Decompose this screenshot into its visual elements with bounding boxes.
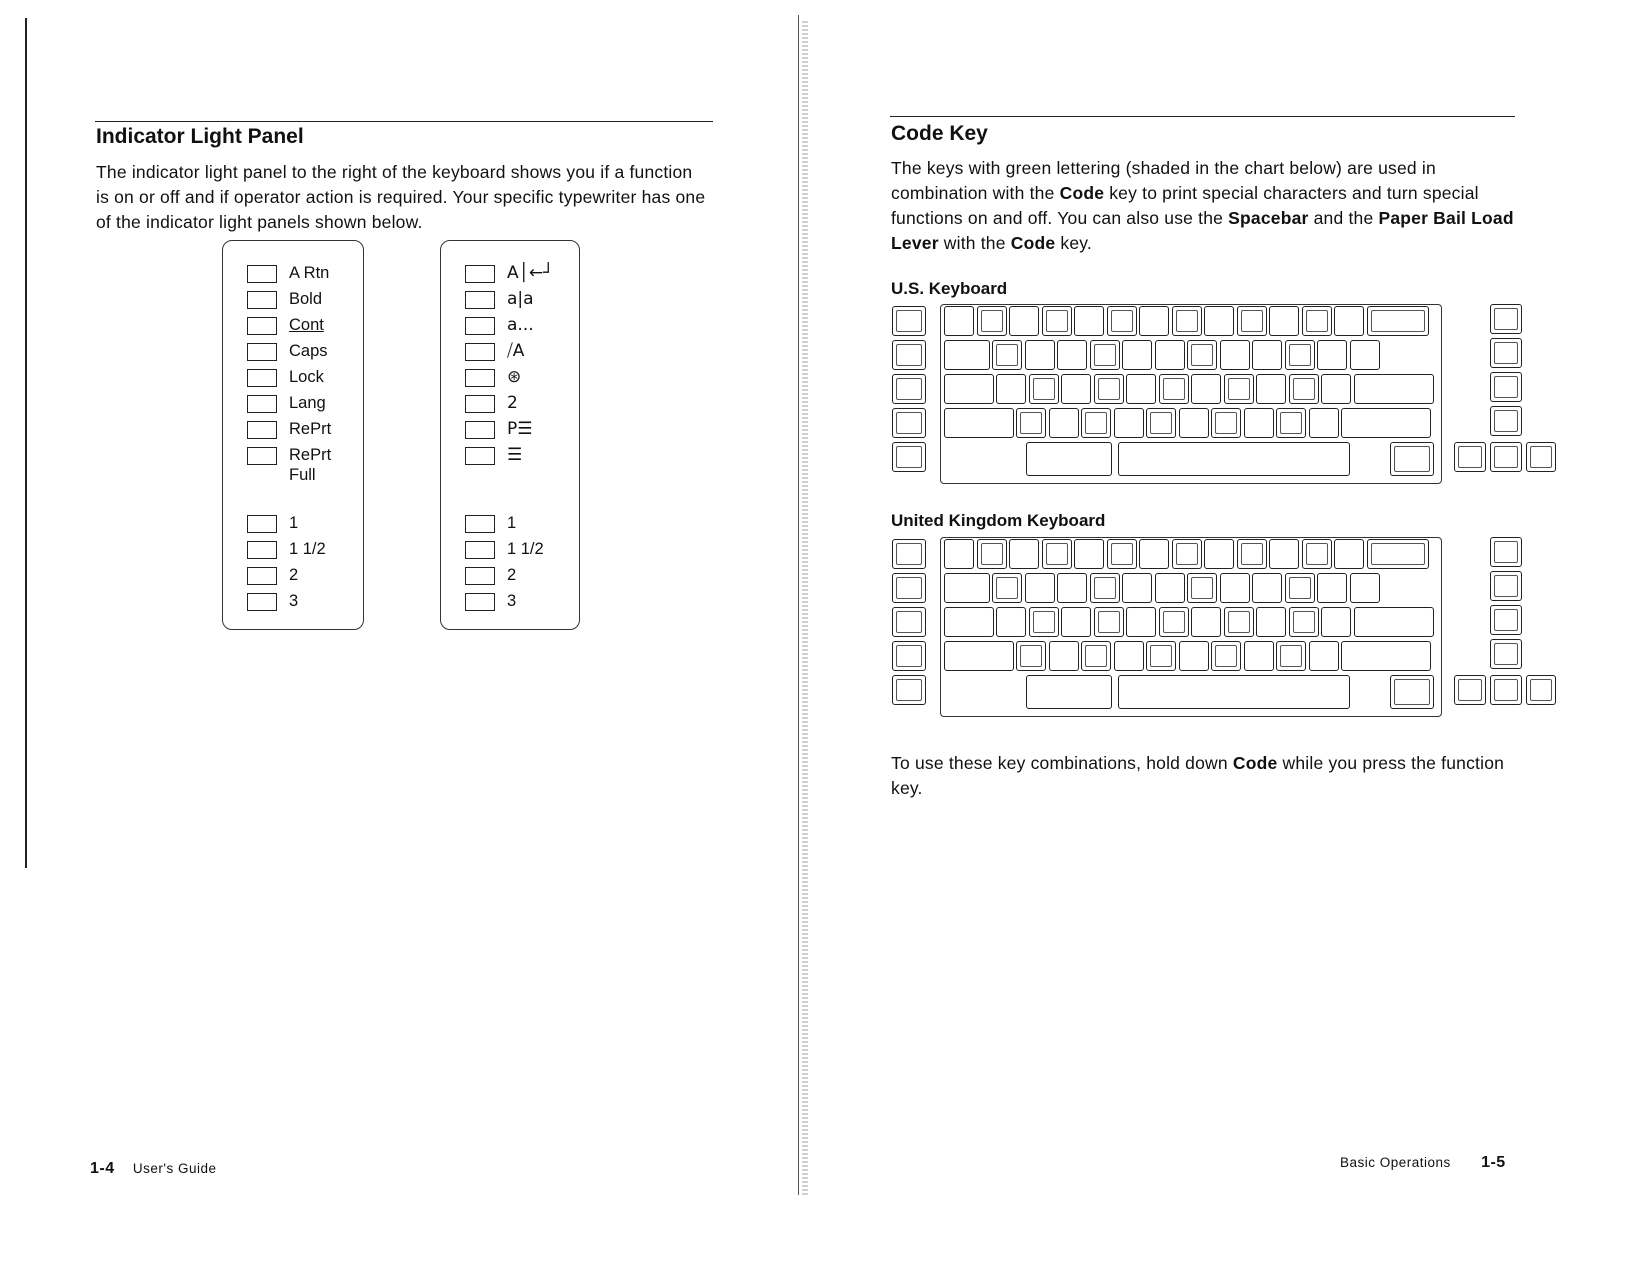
right-function-key <box>1490 605 1522 635</box>
panel_b-indicator-row <box>465 445 522 467</box>
keyboard-key <box>1211 408 1241 438</box>
keyboard-key <box>1122 340 1152 370</box>
indicator-light <box>465 567 495 585</box>
spacing-label: 1 1/2 <box>289 540 326 558</box>
keyboard-key <box>1334 306 1364 336</box>
panel_a-indicator-row <box>247 263 329 285</box>
indicator-light <box>247 317 277 335</box>
indicator-light <box>247 593 277 611</box>
panel_a-spacing-row <box>247 565 298 587</box>
keyboard-key <box>1155 340 1185 370</box>
left-function-key <box>892 442 926 472</box>
keyboard-key <box>1025 340 1055 370</box>
left-function-key <box>892 573 926 603</box>
keyboard-key <box>1224 607 1254 637</box>
right-section-title: Code Key <box>891 122 988 145</box>
keyboard-key <box>1252 573 1282 603</box>
keyboard-key <box>1139 539 1169 569</box>
word-left-key <box>1454 675 1486 705</box>
indicator-light <box>247 447 277 465</box>
keyboard-key <box>944 306 974 336</box>
keyboard-key <box>1179 641 1209 671</box>
right-function-key <box>1490 372 1522 402</box>
indicator-light <box>247 343 277 361</box>
right-function-key <box>1490 406 1522 436</box>
left-function-key <box>892 340 926 370</box>
keyboard-key <box>1029 607 1059 637</box>
indicator-panel-b <box>440 240 580 630</box>
code-key <box>1026 675 1112 709</box>
keyboard-key <box>1029 374 1059 404</box>
usage-paragraph: To use these key combinations, hold down Code while you press the function key. <box>891 753 1505 798</box>
left-page-number: 1-4 <box>90 1160 115 1177</box>
keyboard-key <box>1244 641 1274 671</box>
indicator-label: ⧸A <box>507 341 525 361</box>
indicator-label: Bold <box>289 290 323 308</box>
keyboard-key <box>1107 539 1137 569</box>
keyboard-key <box>1146 641 1176 671</box>
keyboard-key <box>992 573 1022 603</box>
panel_b-indicator-row <box>465 367 521 389</box>
keyboard-key <box>977 306 1007 336</box>
keyboard-key <box>1126 607 1156 637</box>
keyboard-key <box>1090 340 1120 370</box>
indicator-panel-a <box>222 240 364 630</box>
keyboard-key <box>1237 539 1267 569</box>
keyboard-key <box>1081 408 1111 438</box>
indicator-label: a... <box>507 315 534 335</box>
left-title-rule <box>95 121 713 122</box>
word-delete-key <box>1390 442 1434 476</box>
keyboard-key <box>1094 607 1124 637</box>
left-function-key <box>892 607 926 637</box>
line-down-key <box>1490 442 1522 472</box>
keyboard-key <box>1289 374 1319 404</box>
keyboard-key <box>1289 607 1319 637</box>
indicator-light <box>465 421 495 439</box>
lock-key <box>944 607 994 637</box>
keyboard-key <box>992 340 1022 370</box>
keyboard-key <box>1122 573 1152 603</box>
keyboard-key <box>1276 408 1306 438</box>
keyboard-key <box>1074 539 1104 569</box>
keyboard-key <box>1061 607 1091 637</box>
keyboard-key <box>1285 573 1315 603</box>
word-right-key <box>1526 675 1556 705</box>
tab-key <box>944 573 990 603</box>
indicator-label: A Rtn <box>289 264 330 282</box>
carrier-return-key <box>1354 607 1434 637</box>
keyboard-key <box>1191 374 1221 404</box>
left-paragraph: The indicator light panel to the right of the keyboard shows you if a function is on or off and if operator action is required. Your specific typewriter has one of the indicator light panels shown below. <box>96 162 706 232</box>
panel_a-spacing-row <box>247 591 298 613</box>
keyboard-key <box>1204 306 1234 336</box>
indicator-label: a|a <box>507 289 534 309</box>
word-left-key <box>1454 442 1486 472</box>
indicator-label: ☰ <box>507 445 523 465</box>
indicator-label: P☰ <box>507 419 533 439</box>
indicator-light <box>247 369 277 387</box>
keyboard-key <box>1179 408 1209 438</box>
shift-key <box>1341 641 1431 671</box>
left-function-key <box>892 374 926 404</box>
spacing-label: 1 <box>507 514 517 532</box>
keyboard-key <box>1204 539 1234 569</box>
panel_b-spacing-row <box>465 539 544 561</box>
panel_a-indicator-row <box>247 289 322 311</box>
indicator-label: Caps <box>289 342 328 360</box>
right-function-key <box>1490 304 1522 334</box>
backspace-key <box>1367 306 1429 336</box>
keyboard-key <box>1009 539 1039 569</box>
keyboard-key <box>1187 340 1217 370</box>
panel_b-indicator-row <box>465 315 534 337</box>
right-function-key <box>1490 537 1522 567</box>
us-keyboard-title: U.S. Keyboard <box>891 279 1008 298</box>
spacing-label: 1 1/2 <box>507 540 544 558</box>
uk-keyboard-diagram <box>890 535 1558 715</box>
keyboard-key <box>1126 374 1156 404</box>
keyboard-key <box>1211 641 1241 671</box>
keyboard-key <box>1302 306 1332 336</box>
right-footer <box>1340 1154 1506 1172</box>
right-function-key <box>1490 338 1522 368</box>
keyboard-key <box>1285 340 1315 370</box>
gutter-line <box>798 15 799 1195</box>
keyboard-key <box>1094 374 1124 404</box>
indicator-label: A│←┘ <box>507 263 554 283</box>
gutter-shadow <box>802 20 808 1195</box>
keyboard-key <box>1191 607 1221 637</box>
keyboard-key <box>1139 306 1169 336</box>
indicator-light <box>247 541 277 559</box>
left-function-key <box>892 408 926 438</box>
panel_b-spacing-row <box>465 565 516 587</box>
spacing-label: 3 <box>289 592 299 610</box>
keyboard-key <box>1057 340 1087 370</box>
indicator-light <box>247 421 277 439</box>
indicator-light <box>465 291 495 309</box>
panel_b-indicator-row <box>465 263 553 285</box>
tab-key <box>944 340 990 370</box>
keyboard-key <box>1146 408 1176 438</box>
us-keyboard-diagram <box>890 302 1558 482</box>
keyboard-key <box>1025 573 1055 603</box>
keyboard-key <box>1350 573 1380 603</box>
left-function-key <box>892 539 926 569</box>
panel_a-spacing-row <box>247 539 326 561</box>
lock-key <box>944 374 994 404</box>
indicator-label: 2 <box>507 393 518 413</box>
keyboard-key <box>1016 641 1046 671</box>
keyboard-key <box>1220 573 1250 603</box>
indicator-light <box>465 541 495 559</box>
keyboard-key <box>1081 641 1111 671</box>
left-function-key <box>892 675 926 705</box>
keyboard-key <box>1256 374 1286 404</box>
keyboard-key <box>1269 539 1299 569</box>
right-function-key <box>1490 639 1522 669</box>
shift-key <box>1341 408 1431 438</box>
keyboard-key <box>1114 408 1144 438</box>
indicator-label: Lang <box>289 394 326 412</box>
panel_a-indicator-row <box>247 445 332 484</box>
keyboard-key <box>1244 408 1274 438</box>
keyboard-key <box>1321 607 1351 637</box>
panel_a-indicator-row <box>247 367 324 389</box>
keyboard-key <box>1334 539 1364 569</box>
keyboard-key <box>1276 641 1306 671</box>
left-footer <box>90 1160 217 1178</box>
keyboard-key <box>1114 641 1144 671</box>
shift-key <box>944 408 1014 438</box>
keyboard-key <box>1237 306 1267 336</box>
indicator-light <box>465 369 495 387</box>
keyboard-key <box>1309 408 1339 438</box>
code-key <box>1026 442 1112 476</box>
line-down-key <box>1490 675 1522 705</box>
keyboard-key <box>1159 374 1189 404</box>
left-margin-bar <box>25 18 27 868</box>
indicator-light <box>247 291 277 309</box>
keyboard-key <box>1049 408 1079 438</box>
panel_a-indicator-row <box>247 341 328 363</box>
right-page-number: 1-5 <box>1481 1154 1506 1171</box>
keyboard-key <box>1042 306 1072 336</box>
panel_b-spacing-row <box>465 591 516 613</box>
uk-keyboard-title: United Kingdom Keyboard <box>891 511 1106 530</box>
backspace-key <box>1367 539 1429 569</box>
keyboard-key <box>1061 374 1091 404</box>
panel_b-spacing-row <box>465 513 516 535</box>
word-right-key <box>1526 442 1556 472</box>
spacebar-key <box>1118 675 1350 709</box>
keyboard-key <box>1317 340 1347 370</box>
panel_a-indicator-row <box>247 393 326 415</box>
indicator-light <box>465 447 495 465</box>
keyboard-key <box>1057 573 1087 603</box>
keyboard-key <box>996 607 1026 637</box>
keyboard-key <box>1350 340 1380 370</box>
keyboard-key <box>1016 408 1046 438</box>
keyboard-key <box>1155 573 1185 603</box>
spacing-label: 1 <box>289 514 299 532</box>
keyboard-key <box>1309 641 1339 671</box>
keyboard-key <box>977 539 1007 569</box>
indicator-light <box>247 515 277 533</box>
keyboard-key <box>1172 306 1202 336</box>
panel_b-indicator-row <box>465 419 533 441</box>
indicator-light <box>465 265 495 283</box>
indicator-label: RePrt <box>289 420 332 438</box>
keyboard-key <box>1107 306 1137 336</box>
keyboard-key <box>1074 306 1104 336</box>
indicator-label: ⊛ <box>507 367 522 387</box>
keyboard-key <box>1220 340 1250 370</box>
keyboard-key <box>1049 641 1079 671</box>
panel_b-indicator-row <box>465 393 518 415</box>
keyboard-key <box>1090 573 1120 603</box>
keyboard-key <box>1009 306 1039 336</box>
left-footer-text: User's Guide <box>132 1161 217 1176</box>
spacing-label: 3 <box>507 592 517 610</box>
right-footer-text: Basic Operations <box>1340 1155 1451 1170</box>
keyboard-key <box>1317 573 1347 603</box>
indicator-light <box>465 317 495 335</box>
left-section-title: Indicator Light Panel <box>96 125 304 148</box>
indicator-label: Cont <box>289 316 324 334</box>
indicator-light <box>465 515 495 533</box>
keyboard-key <box>1172 539 1202 569</box>
panel_a-spacing-row <box>247 513 298 535</box>
left-function-key <box>892 641 926 671</box>
panel_b-indicator-row <box>465 341 524 363</box>
word-delete-key <box>1390 675 1434 709</box>
left-function-key <box>892 306 926 336</box>
keyboard-key <box>1224 374 1254 404</box>
spacing-label: 2 <box>507 566 517 584</box>
spacebar-key <box>1118 442 1350 476</box>
keyboard-key <box>1252 340 1282 370</box>
indicator-light <box>465 343 495 361</box>
indicator-label: RePrt Full <box>289 446 332 484</box>
keyboard-key <box>1042 539 1072 569</box>
keyboard-key <box>1256 607 1286 637</box>
keyboard-key <box>1321 374 1351 404</box>
right-paragraph: The keys with green lettering (shaded in the chart below) are used in combination with the Code key to print special characters and turn special functions on and off. You can also use the Spacebar and the Paper Bail Load Lever with the Code key. <box>891 158 1514 253</box>
panel_b-indicator-row <box>465 289 534 311</box>
spacing-label: 2 <box>289 566 299 584</box>
keyboard-key <box>1302 539 1332 569</box>
carrier-return-key <box>1354 374 1434 404</box>
right-title-rule <box>890 116 1515 117</box>
keyboard-key <box>944 539 974 569</box>
keyboard-key <box>996 374 1026 404</box>
panel_a-indicator-row <box>247 419 331 441</box>
indicator-light <box>465 593 495 611</box>
keyboard-key <box>1187 573 1217 603</box>
indicator-light <box>465 395 495 413</box>
right-function-key <box>1490 571 1522 601</box>
shift-key <box>944 641 1014 671</box>
indicator-light <box>247 567 277 585</box>
indicator-light <box>247 395 277 413</box>
panel_a-indicator-row <box>247 315 324 337</box>
keyboard-key <box>1269 306 1299 336</box>
indicator-label: Lock <box>289 368 324 386</box>
indicator-light <box>247 265 277 283</box>
keyboard-key <box>1159 607 1189 637</box>
